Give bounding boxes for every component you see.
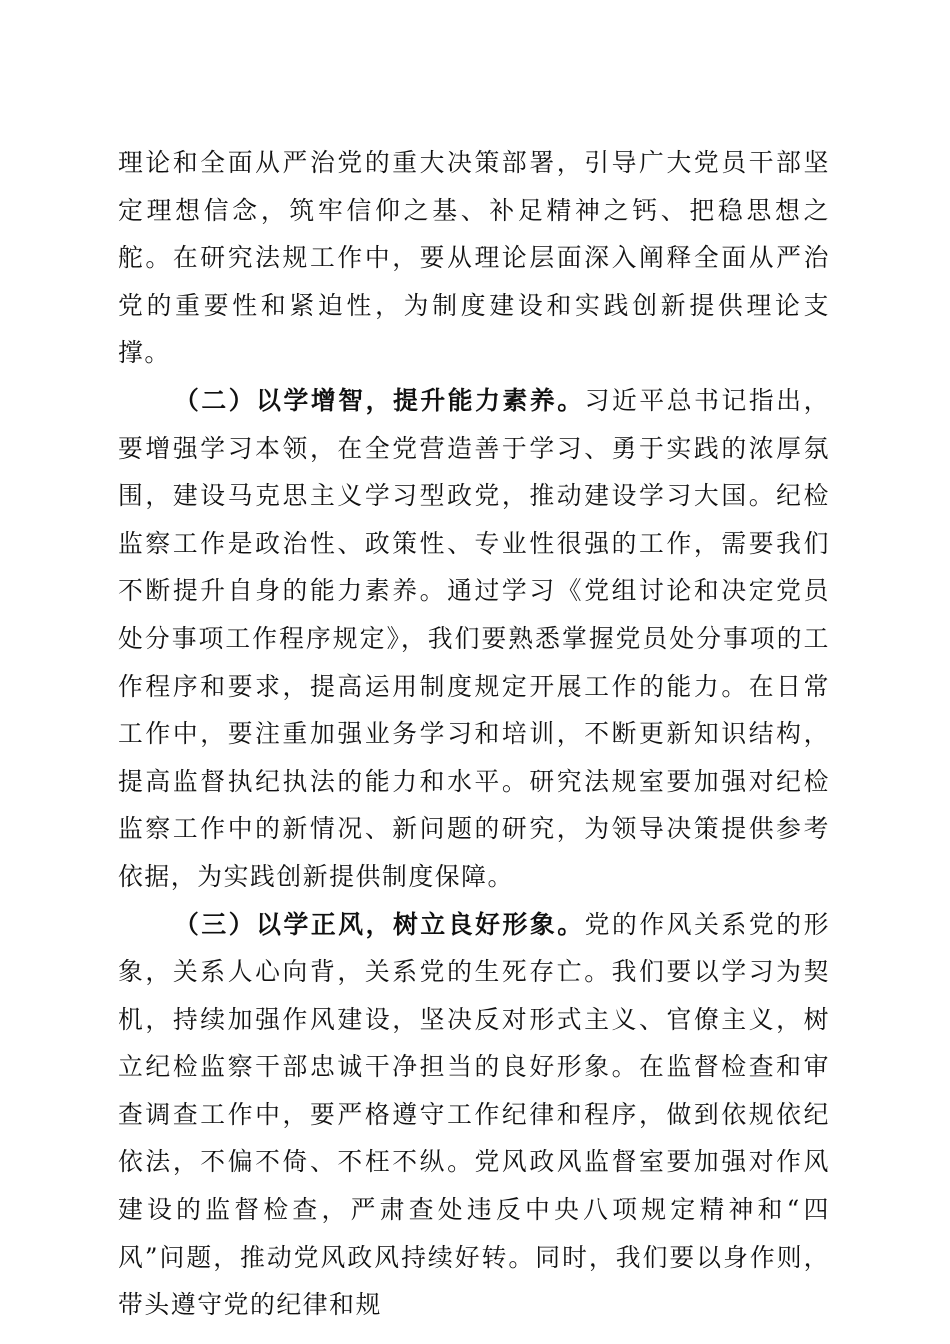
paragraph-section-two (118, 377, 830, 901)
paragraph-body: 习近平总书记指出，要增强学习本领，在全党营造善于学习、勇于实践的浓厚氛围，建设马克思主义学习型政党，推动建设学习大国。纪检监察工作是政治性、政策性、专业性很强的工作，需要我们不断提升自身的能力素养。通过学习《党组讨论和决定党员处分事项工作程序规定》，我们要熟悉掌握党员处分事项的工作程序和要求，提高运用制度规定开展工作的能力。在日常工作中，要注重加强业务学习和培训，不断更新知识结构，提高监督执纪执法的能力和水平。研究法规室要加强对纪检监察工作中的新情况、新问题的研究，为领导决策提供参考依据，为实践创新提供制度保障。 (118, 385, 830, 891)
paragraph-body: 党的作风关系党的形象，关系人心向背，关系党的生死存亡。我们要以学习为契机，持续加强作风建设，坚决反对形式主义、官僚主义，树立纪检监察干部忠诚干净担当的良好形象。在监督检查和审查调查工作中，要严格遵守工作纪律和程序，做到依规依纪依法，不偏不倚、不枉不纵。党风政风监督室要加强对作风建设的监督检查，严肃查处违反中央八项规定精神和“四风”问题，推动党风政风持续好转。同时，我们要以身作则，带头遵守党的纪律和规 (118, 909, 830, 1320)
paragraph-continuation (118, 139, 830, 377)
document-body (118, 139, 830, 1329)
section-heading: （二）以学增智，提升能力素养。 (174, 385, 585, 415)
paragraph-body: 理论和全面从严治党的重大决策部署，引导广大党员干部坚定理想信念，筑牢信仰之基、补足精神之钙、把稳思想之舵。在研究法规工作中，要从理论层面深入阐释全面从严治党的重要性和紧迫性，为制度建设和实践创新提供理论支撑。 (118, 148, 830, 368)
section-heading: （三）以学正风，树立良好形象。 (174, 909, 585, 939)
paragraph-section-three (118, 901, 830, 1329)
